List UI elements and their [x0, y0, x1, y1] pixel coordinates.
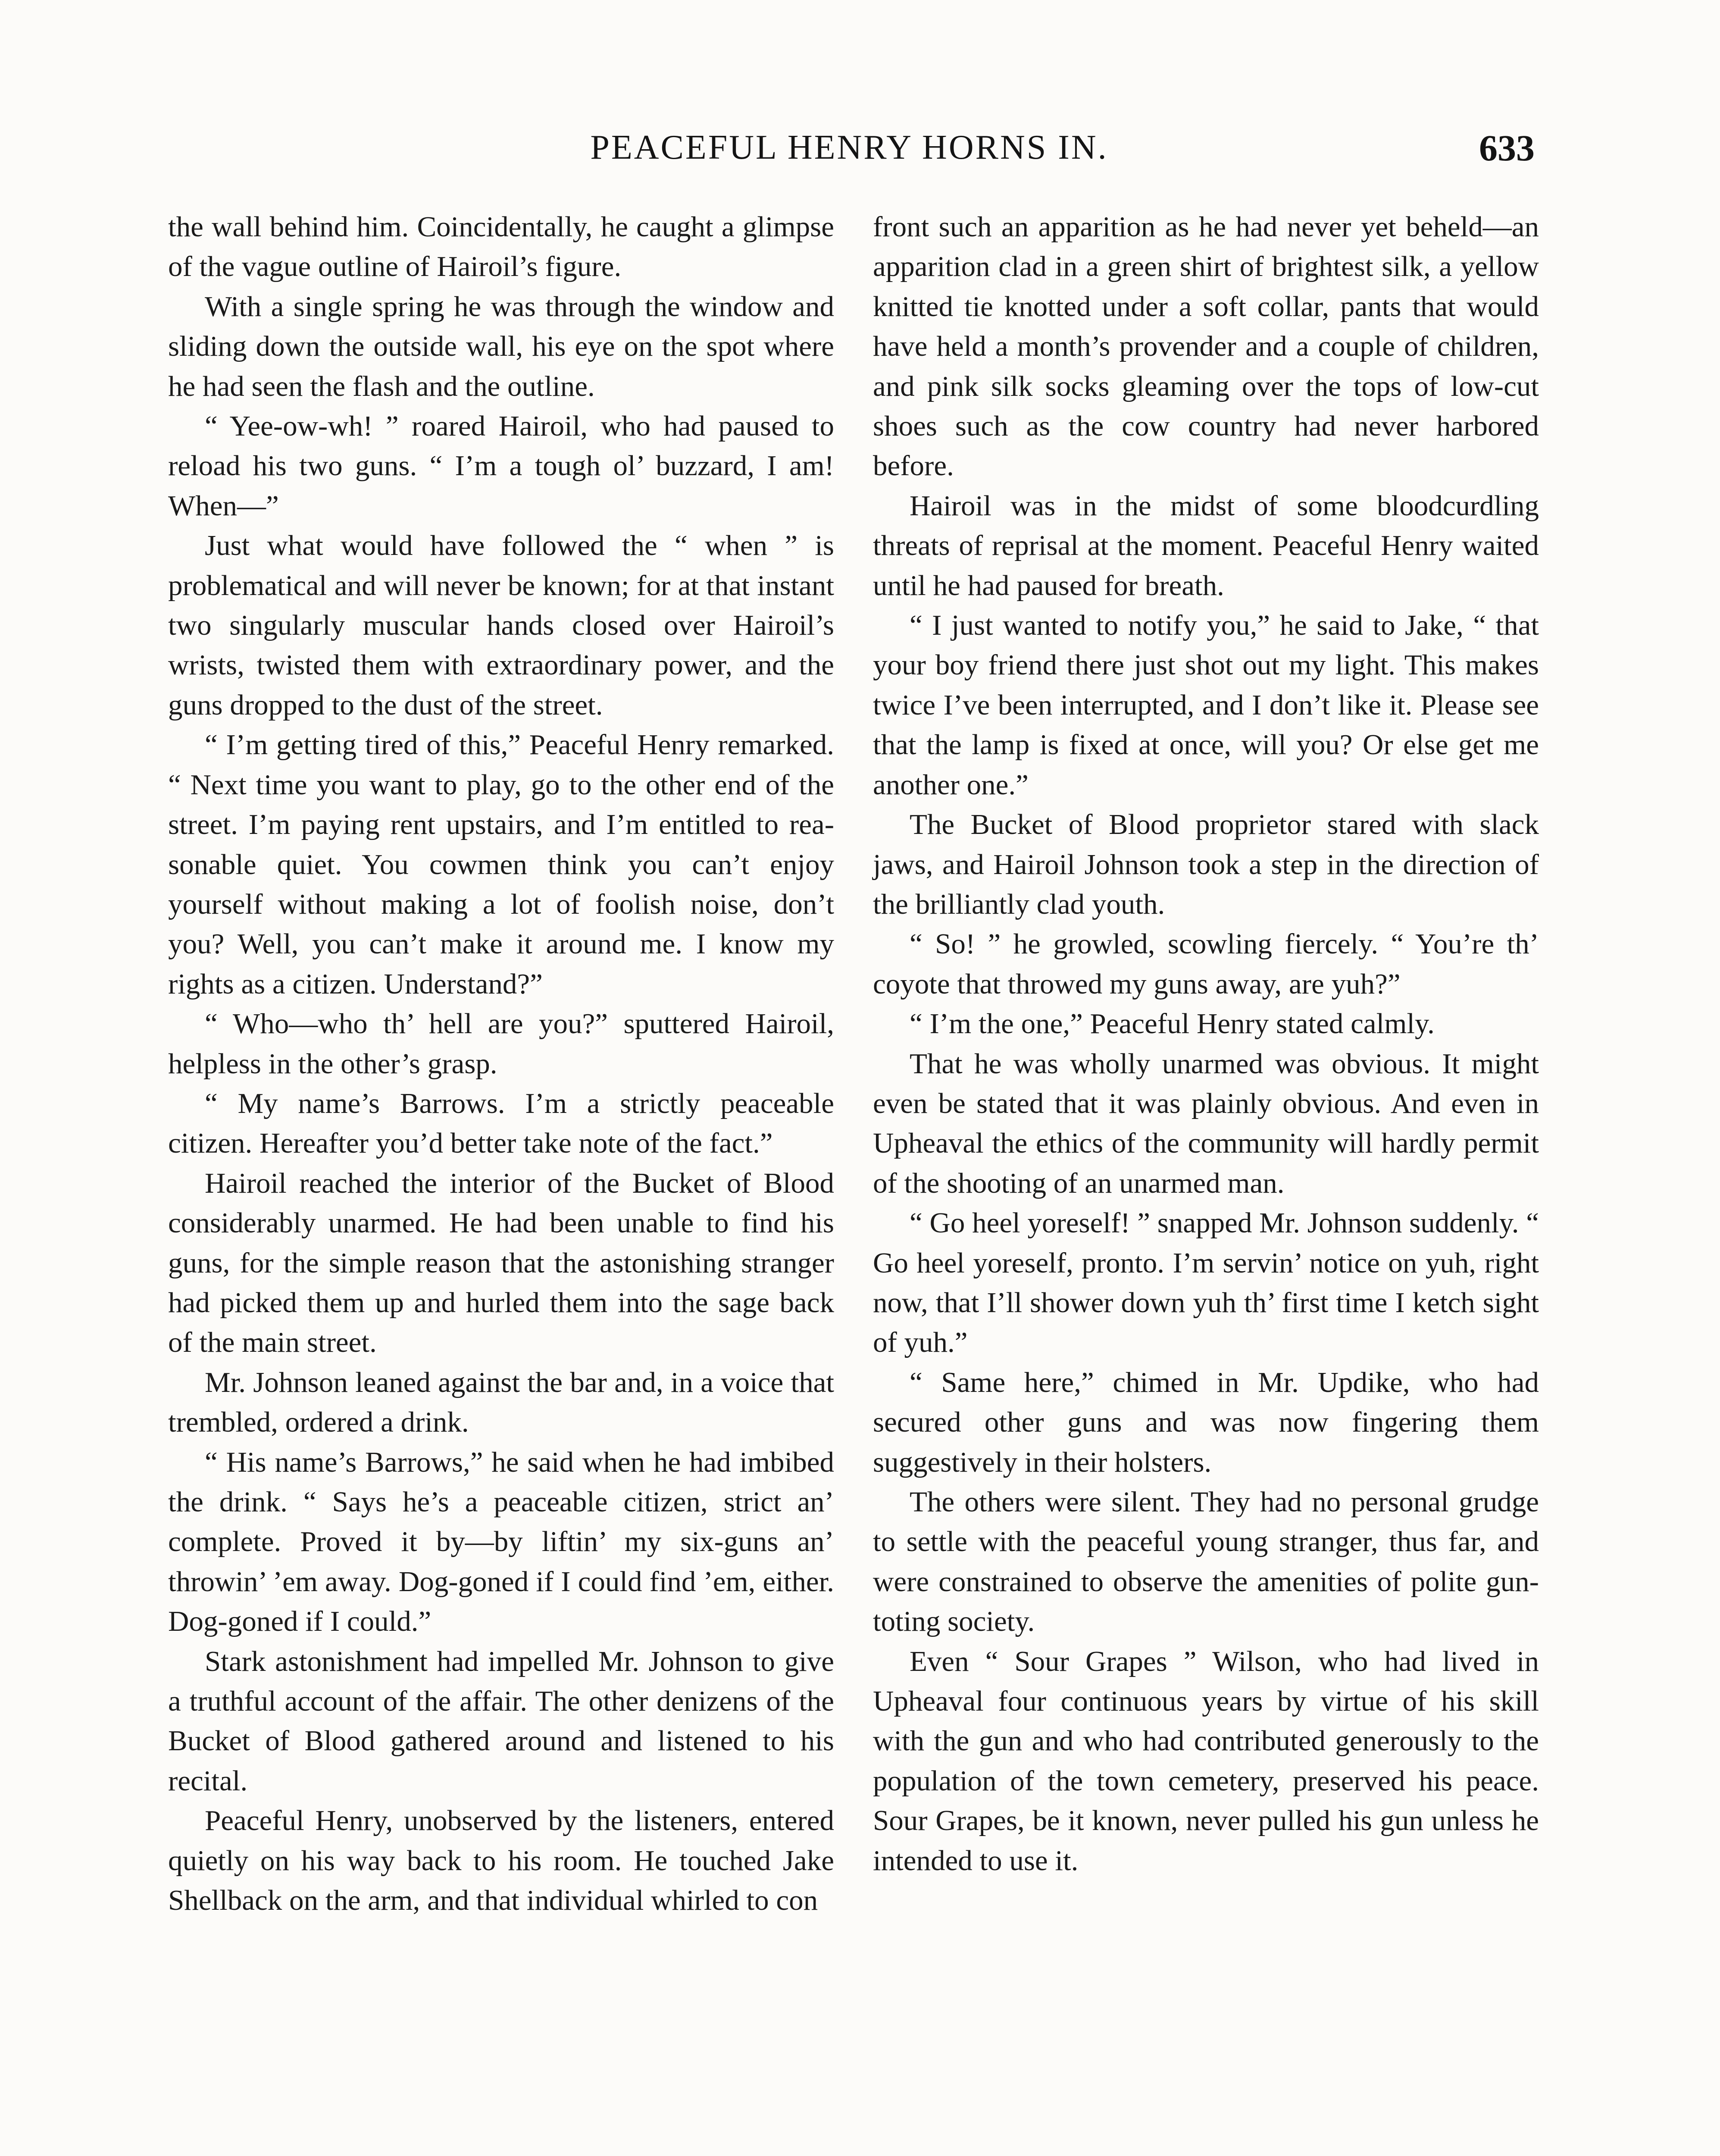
- paragraph: Stark astonishment had impelled Mr. Johnson to give a truthful account of the affair. The other denizens of the Bucket of Blood gathered around and listened to his recital.: [168, 1645, 834, 1797]
- paragraph: Mr. Johnson leaned against the bar and, in a voice that trembled, ordered a drink.: [168, 1366, 834, 1438]
- paragraph: “ I’m the one,” Peaceful Henry stated calmly.: [910, 1008, 1435, 1040]
- paragraph: Just what would have followed the “ when ” is problematical and will never be known; for at that instant two singularly muscular hands closed over Hairoil’s wrists, twisted them with extraordinary power, and the guns dropped to the dust of the street.: [168, 530, 834, 721]
- running-header: [164, 119, 1535, 183]
- paragraph: The Bucket of Blood proprietor stared with slack jaws, and Hairoil Johnson took a step in the direction of the brilliantly clad youth.: [873, 808, 1539, 920]
- paragraph: The others were silent. They had no personal grudge to settle with the peaceful young stranger, thus far, and were constrained to observe the amenities of polite gun-toting society.: [873, 1486, 1539, 1638]
- running-title: PEACEFUL HENRY HORNS IN.: [590, 128, 1108, 166]
- paragraph: “ His name’s Barrows,” he said when he had imbibed the drink. “ Says he’s a peaceable citizen, strict an’ complete. Proved it by—by liftin’ my six-guns an’ throwin’ ’em away. Dog-goned if I could find ’em, either. Dog-goned if I could.”: [168, 1446, 834, 1638]
- right-column: [873, 207, 1539, 2156]
- paragraph: “ I’m getting tired of this,” Peaceful Henry remarked. “ Next time you want to play, go to the other end of the street. I’m paying rent upstairs, and I’m entitled to reasonable quiet. You cowmen think you can’t enjoy yourself without making a lot of foolish noise, don’t you? Well, you can’t make it around me. I know my rights as a citizen. Understand?”: [168, 729, 834, 1000]
- paragraph: With a single spring he was through the window and sliding down the outside wall, his eye on the spot where he had seen the flash and the outline.: [168, 290, 834, 402]
- paragraph: “ Go heel yoreself! ” snapped Mr. Johnson suddenly. “ Go heel yoreself, pronto. I’m servin’ notice on yuh, right now, that I’ll shower down yuh th’ first time I ketch sight of yuh.”: [873, 1207, 1539, 1359]
- paragraph: That he was wholly unarmed was obvious. It might even be stated that it was plainly obvious. And even in Upheaval the ethics of the community will hardly permit of the shooting of an unarmed man.: [873, 1047, 1539, 1199]
- paragraph: Hairoil reached the interior of the Bucket of Blood considerably unarmed. He had been unable to find his guns, for the simple reason that the astonishing stranger had picked them up and hurled them into the sage back of the main street.: [168, 1167, 834, 1359]
- paragraph: the wall behind him. Coincidentally, he caught a glimpse of the vague outline of Hairoil’s figure.: [168, 211, 834, 283]
- paragraph: Even “ Sour Grapes ” Wilson, who had lived in Upheaval four continuous years by virtue of his skill with the gun and who had contributed generously to the population of the town cemetery, preserved his peace. Sour Grapes, be it known, never pulled his gun unless he intended to use it.: [873, 1645, 1539, 1877]
- paragraph: Hairoil was in the midst of some bloodcurdling threats of reprisal at the moment. Peaceful Henry waited until he had paused for breath.: [873, 489, 1539, 602]
- paragraph: “ So! ” he growled, scowling fiercely. “ You’re th’ coyote that throwed my guns away, are yuh?”: [873, 928, 1539, 1000]
- left-column: [168, 207, 834, 2156]
- paragraph: “ My name’s Barrows. I’m a strictly peaceable citizen. Hereafter you’d better take note of the fact.”: [168, 1087, 834, 1159]
- paragraph: “ Yee-ow-wh! ” roared Hairoil, who had paused to reload his two guns. “ I’m a tough ol’ buzzard, I am! When—”: [168, 410, 834, 522]
- page-number: 633: [1479, 127, 1535, 169]
- paragraph: “ Same here,” chimed in Mr. Updike, who had secured other guns and was now fingering them suggestively in their holsters.: [873, 1366, 1539, 1478]
- paragraph: “ Who—who th’ hell are you?” sputtered Hairoil, helpless in the other’s grasp.: [168, 1008, 834, 1080]
- paragraph: “ I just wanted to notify you,” he said to Jake, “ that your boy friend there just shot out my light. This makes twice I’ve been interrupted, and I don’t like it. Please see that the lamp is fixed at once, will you? Or else get me another one.”: [873, 609, 1539, 801]
- paragraph: Peaceful Henry, unobserved by the listeners, entered quietly on his way back to his room. He touched Jake Shellback on the arm, and that individual whirled to con: [168, 1805, 834, 1917]
- paragraph: front such an apparition as he had never yet beheld—an apparition clad in a green shirt of brightest silk, a yellow knitted tie knotted under a soft collar, pants that would have held a month’s provender and a couple of children, and pink silk socks gleaming over the tops of low-cut shoes such as the cow country had never harbored before.: [873, 211, 1539, 482]
